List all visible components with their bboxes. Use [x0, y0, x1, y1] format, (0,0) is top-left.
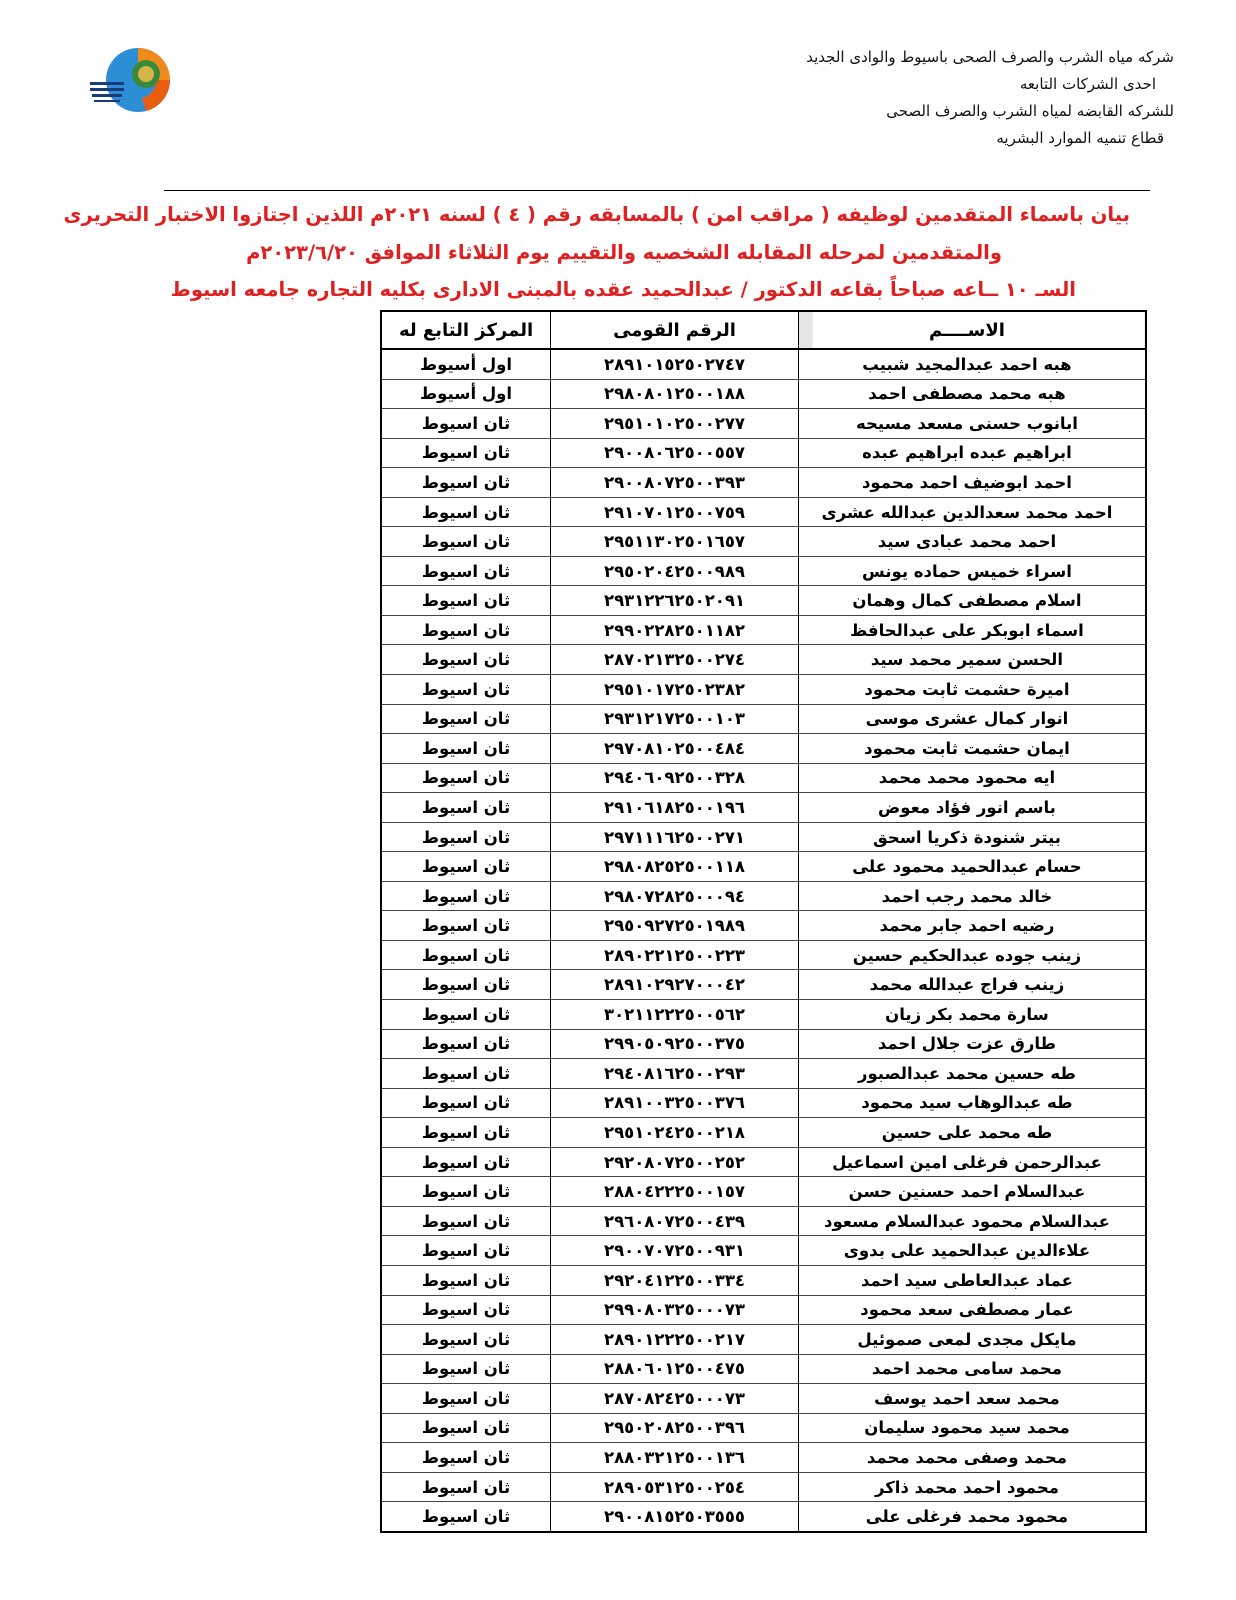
- cell-center: ثان اسيوط: [381, 1088, 551, 1118]
- cell-name: انوار كمال عشرى موسى: [798, 704, 1146, 734]
- cell-name: الحسن سمير محمد سيد: [798, 645, 1146, 675]
- cell-national-id: ٢٨٩١٠١٥٢٥٠٢٧٤٧: [551, 349, 799, 379]
- cell-center: ثان اسيوط: [381, 1265, 551, 1295]
- cell-name: هبه محمد مصطفى احمد: [798, 379, 1146, 409]
- cell-name: رضيه احمد جابر محمد: [798, 911, 1146, 941]
- cell-name: عبدالسلام محمود عبدالسلام مسعود: [798, 1206, 1146, 1236]
- table-row: [381, 645, 1146, 675]
- cell-national-id: ٢٩٨٠٨٢٥٢٥٠٠١١٨: [551, 852, 799, 882]
- table-header-row: [381, 311, 1146, 349]
- cell-center: ثان اسيوط: [381, 645, 551, 675]
- cell-name: محمد وصفى محمد محمد: [798, 1443, 1146, 1473]
- cell-name: باسم انور فؤاد معوض: [798, 793, 1146, 823]
- table-row: [381, 1265, 1146, 1295]
- cell-national-id: ٢٩٣١٢٢٦٢٥٠٢٠٩١: [551, 586, 799, 616]
- cell-name: سارة محمد بكر زيان: [798, 1000, 1146, 1030]
- cell-name: ايه محمود محمد محمد: [798, 763, 1146, 793]
- cell-center: ثان اسيوط: [381, 1059, 551, 1089]
- cell-center: ثان اسيوط: [381, 822, 551, 852]
- cell-name: ايمان حشمت ثابت محمود: [798, 734, 1146, 764]
- table-row: [381, 1029, 1146, 1059]
- cell-national-id: ٢٩٠٠٧٠٧٢٥٠٠٩٣١: [551, 1236, 799, 1266]
- cell-national-id: ٢٨٨٠٤٢٢٢٥٠٠١٥٧: [551, 1177, 799, 1207]
- divider: [164, 190, 1150, 191]
- table-row: [381, 556, 1146, 586]
- table-row: [381, 940, 1146, 970]
- cell-name: زينب فراج عبدالله محمد: [798, 970, 1146, 1000]
- table-row: [381, 1472, 1146, 1502]
- cell-national-id: ٢٨٩١٠٠٣٢٥٠٠٣٧٦: [551, 1088, 799, 1118]
- cell-center: ثان اسيوط: [381, 527, 551, 557]
- cell-center: ثان اسيوط: [381, 1147, 551, 1177]
- cell-name: عبدالسلام احمد حسنين حسن: [798, 1177, 1146, 1207]
- cell-national-id: ٢٩٩٠٢٢٨٢٥٠١١٨٢: [551, 615, 799, 645]
- cell-national-id: ٢٨٩٠١٢٢٢٥٠٠٢١٧: [551, 1325, 799, 1355]
- cell-name: محمد سيد محمود سليمان: [798, 1413, 1146, 1443]
- cell-center: ثان اسيوط: [381, 409, 551, 439]
- cell-national-id: ٢٩٤٠٦٠٩٢٥٠٠٣٢٨: [551, 763, 799, 793]
- cell-name: اسلام مصطفى كمال وهمان: [798, 586, 1146, 616]
- table-row: [381, 1384, 1146, 1414]
- table-row: [381, 704, 1146, 734]
- table-row: [381, 822, 1146, 852]
- title-line-2: والمتقدمين لمرحله المقابله الشخصيه والتقييم يوم الثلاثاء الموافق ٢٠٢٣/٦/٢٠م: [246, 241, 1002, 264]
- cell-center: ثان اسيوط: [381, 438, 551, 468]
- cell-center: ثان اسيوط: [381, 1443, 551, 1473]
- cell-name: خالد محمد رجب احمد: [798, 881, 1146, 911]
- cell-center: ثان اسيوط: [381, 1000, 551, 1030]
- table-row: [381, 1443, 1146, 1473]
- cell-name: احمد محمد عبادى سيد: [798, 527, 1146, 557]
- cell-national-id: ٢٩٨٠٨٠١٢٥٠٠١٨٨: [551, 379, 799, 409]
- table-row: [381, 1147, 1146, 1177]
- cell-national-id: ٢٨٩١٠٢٩٢٧٠٠٠٤٢: [551, 970, 799, 1000]
- cell-name: زينب جوده عبدالحكيم حسين: [798, 940, 1146, 970]
- cell-name: عمار مصطفى سعد محمود: [798, 1295, 1146, 1325]
- cell-national-id: ٢٨٩٠٥٣١٢٥٠٠٢٥٤: [551, 1472, 799, 1502]
- table-row: [381, 1502, 1146, 1532]
- cell-center: ثان اسيوط: [381, 852, 551, 882]
- header-line-3: للشركه القابضه لمياه الشرب والصرف الصحى: [886, 102, 1174, 120]
- header-center: المركز التابع له: [381, 311, 551, 349]
- cell-center: ثان اسيوط: [381, 1502, 551, 1532]
- table-row: [381, 1206, 1146, 1236]
- cell-national-id: ٢٩٧٠٨١٠٢٥٠٠٤٨٤: [551, 734, 799, 764]
- table-row: [381, 468, 1146, 498]
- cell-center: ثان اسيوط: [381, 881, 551, 911]
- cell-center: ثان اسيوط: [381, 675, 551, 705]
- cell-center: ثان اسيوط: [381, 763, 551, 793]
- cell-name: بيتر شنودة ذكريا اسحق: [798, 822, 1146, 852]
- cell-center: ثان اسيوط: [381, 1029, 551, 1059]
- table-row: [381, 1059, 1146, 1089]
- cell-name: حسام عبدالحميد محمود على: [798, 852, 1146, 882]
- cell-name: احمد محمد سعدالدين عبدالله عشرى: [798, 497, 1146, 527]
- company-header: [654, 44, 1174, 152]
- table-row: [381, 615, 1146, 645]
- header-line-1: شركه مياه الشرب والصرف الصحى باسيوط والوادى الجديد: [806, 48, 1174, 66]
- cell-national-id: ٢٨٧٠٨٢٤٢٥٠٠٠٧٣: [551, 1384, 799, 1414]
- table-row: [381, 763, 1146, 793]
- table-row: [381, 881, 1146, 911]
- cell-center: ثان اسيوط: [381, 1325, 551, 1355]
- cell-center: ثان اسيوط: [381, 1413, 551, 1443]
- cell-national-id: ٢٩٥١١٣٠٢٥٠١٦٥٧: [551, 527, 799, 557]
- header-national-id: الرقم القومى: [551, 311, 799, 349]
- cell-center: ثان اسيوط: [381, 940, 551, 970]
- cell-national-id: ٢٩٢٠٤١٢٢٥٠٠٣٣٤: [551, 1265, 799, 1295]
- cell-national-id: ٢٩٧١١١٦٢٥٠٠٢٧١: [551, 822, 799, 852]
- cell-name: عبدالرحمن فرغلى امين اسماعيل: [798, 1147, 1146, 1177]
- cell-center: ثان اسيوط: [381, 1236, 551, 1266]
- cell-national-id: ٢٩٥٠٢٠٤٢٥٠٠٩٨٩: [551, 556, 799, 586]
- cell-name: محمود احمد محمد ذاكر: [798, 1472, 1146, 1502]
- table-row: [381, 349, 1146, 379]
- cell-center: ثان اسيوط: [381, 497, 551, 527]
- table-row: [381, 1325, 1146, 1355]
- cell-national-id: ٢٩٠٠٨١٥٢٥٠٣٥٥٥: [551, 1502, 799, 1532]
- table-row: [381, 852, 1146, 882]
- cell-center: ثان اسيوط: [381, 1206, 551, 1236]
- table-row: [381, 497, 1146, 527]
- table-row: [381, 1177, 1146, 1207]
- cell-national-id: ٢٩٠٠٨٠٦٢٥٠٠٥٥٧: [551, 438, 799, 468]
- table-row: [381, 1118, 1146, 1148]
- cell-national-id: ٢٩٢٠٨٠٧٢٥٠٠٢٥٢: [551, 1147, 799, 1177]
- cell-name: ابانوب حسنى مسعد مسيحه: [798, 409, 1146, 439]
- cell-national-id: ٢٨٧٠٢١٣٢٥٠٠٢٧٤: [551, 645, 799, 675]
- cell-national-id: ٢٨٨٠٦٠١٢٥٠٠٤٧٥: [551, 1354, 799, 1384]
- cell-name: عماد عبدالعاطى سيد احمد: [798, 1265, 1146, 1295]
- table-row: [381, 1088, 1146, 1118]
- cell-name: اسماء ابوبكر على عبدالحافظ: [798, 615, 1146, 645]
- cell-center: ثان اسيوط: [381, 793, 551, 823]
- header-line-2: احدى الشركات التابعه: [1019, 75, 1156, 93]
- cell-national-id: ٢٩٣١٢١٧٢٥٠٠١٠٣: [551, 704, 799, 734]
- cell-name: محمد سعد احمد يوسف: [798, 1384, 1146, 1414]
- cell-center: ثان اسيوط: [381, 468, 551, 498]
- cell-national-id: ٢٩٥٠٩٢٧٢٥٠١٩٨٩: [551, 911, 799, 941]
- cell-name: طه عبدالوهاب سيد محمود: [798, 1088, 1146, 1118]
- cell-national-id: ٢٩٥١٠١٧٢٥٠٢٣٨٢: [551, 675, 799, 705]
- cell-center: اول أسيوط: [381, 349, 551, 379]
- cell-national-id: ٢٩٥١٠١٠٢٥٠٠٢٧٧: [551, 409, 799, 439]
- cell-name: طه محمد على حسين: [798, 1118, 1146, 1148]
- company-logo: [86, 44, 186, 116]
- cell-name: هبه احمد عبدالمجيد شبيب: [798, 349, 1146, 379]
- table-row: [381, 1413, 1146, 1443]
- cell-center: ثان اسيوط: [381, 970, 551, 1000]
- table-row: [381, 586, 1146, 616]
- title-line-1: بيان باسماء المتقدمين لوظيفه ( مراقب امن ) بالمسابقه رقم ( ٤ ) لسنه ٢٠٢١م اللذين اجتازوا الاختبار التحريرى: [63, 203, 1130, 226]
- table-row: [381, 793, 1146, 823]
- cell-center: ثان اسيوط: [381, 1384, 551, 1414]
- cell-center: ثان اسيوط: [381, 1472, 551, 1502]
- cell-national-id: ٢٩٩٠٨٠٣٢٥٠٠٠٧٣: [551, 1295, 799, 1325]
- cell-name: مايكل مجدى لمعى صموئيل: [798, 1325, 1146, 1355]
- cell-national-id: ٢٨٩٠٢٢١٢٥٠٠٢٢٣: [551, 940, 799, 970]
- cell-national-id: ٢٩١٠٦١٨٢٥٠٠١٩٦: [551, 793, 799, 823]
- cell-name: طارق عزت جلال احمد: [798, 1029, 1146, 1059]
- cell-national-id: ٢٩١٠٧٠١٢٥٠٠٧٥٩: [551, 497, 799, 527]
- cell-name: محمود محمد فرغلى على: [798, 1502, 1146, 1532]
- table-row: [381, 675, 1146, 705]
- table-row: [381, 1295, 1146, 1325]
- title-line-3: السـ ١٠ ــاعه صباحاً بقاعه الدكتور / عبدالحميد عقده بالمبنى الادارى بكليه التجاره جامعه اسيوط: [170, 278, 1076, 301]
- table-row: [381, 911, 1146, 941]
- cell-center: ثان اسيوط: [381, 911, 551, 941]
- cell-name: طه حسين محمد عبدالصبور: [798, 1059, 1146, 1089]
- cell-center: اول أسيوط: [381, 379, 551, 409]
- cell-national-id: ٢٩٥٠٢٠٨٢٥٠٠٣٩٦: [551, 1413, 799, 1443]
- cell-national-id: ٢٩٥١٠٢٤٢٥٠٠٢١٨: [551, 1118, 799, 1148]
- table-row: [381, 438, 1146, 468]
- cell-center: ثان اسيوط: [381, 556, 551, 586]
- cell-national-id: ٢٨٨٠٣٢١٢٥٠٠١٣٦: [551, 1443, 799, 1473]
- cell-national-id: ٢٩٦٠٨٠٧٢٥٠٠٤٣٩: [551, 1206, 799, 1236]
- table-row: [381, 1236, 1146, 1266]
- cell-center: ثان اسيوط: [381, 1295, 551, 1325]
- cell-name: اميرة حشمت ثابت محمود: [798, 675, 1146, 705]
- cell-national-id: ٢٩٨٠٧٢٨٢٥٠٠٠٩٤: [551, 881, 799, 911]
- cell-national-id: ٣٠٢١١٢٢٢٥٠٠٥٦٢: [551, 1000, 799, 1030]
- cell-national-id: ٢٩٠٠٨٠٧٢٥٠٠٣٩٣: [551, 468, 799, 498]
- cell-name: اسراء خميس حماده يونس: [798, 556, 1146, 586]
- cell-name: علاءالدين عبدالحميد على بدوى: [798, 1236, 1146, 1266]
- table-row: [381, 1000, 1146, 1030]
- cell-name: احمد ابوضيف احمد محمود: [798, 468, 1146, 498]
- table-row: [381, 409, 1146, 439]
- header-line-4: قطاع تنميه الموارد البشريه: [996, 129, 1164, 147]
- table-row: [381, 970, 1146, 1000]
- cell-center: ثان اسيوط: [381, 734, 551, 764]
- header-name: الاســــم: [798, 311, 1146, 349]
- table-row: [381, 734, 1146, 764]
- candidates-table: [380, 310, 1147, 1533]
- cell-center: ثان اسيوط: [381, 586, 551, 616]
- cell-name: محمد سامى محمد احمد: [798, 1354, 1146, 1384]
- table-row: [381, 527, 1146, 557]
- cell-name: ابراهيم عبده ابراهيم عبده: [798, 438, 1146, 468]
- table-row: [381, 1354, 1146, 1384]
- cell-center: ثان اسيوط: [381, 1118, 551, 1148]
- cell-national-id: ٢٩٤٠٨١٦٢٥٠٠٢٩٣: [551, 1059, 799, 1089]
- cell-center: ثان اسيوط: [381, 1177, 551, 1207]
- cell-center: ثان اسيوط: [381, 704, 551, 734]
- cell-national-id: ٢٩٩٠٥٠٩٢٥٠٠٣٧٥: [551, 1029, 799, 1059]
- cell-center: ثان اسيوط: [381, 615, 551, 645]
- cell-center: ثان اسيوط: [381, 1354, 551, 1384]
- table-row: [381, 379, 1146, 409]
